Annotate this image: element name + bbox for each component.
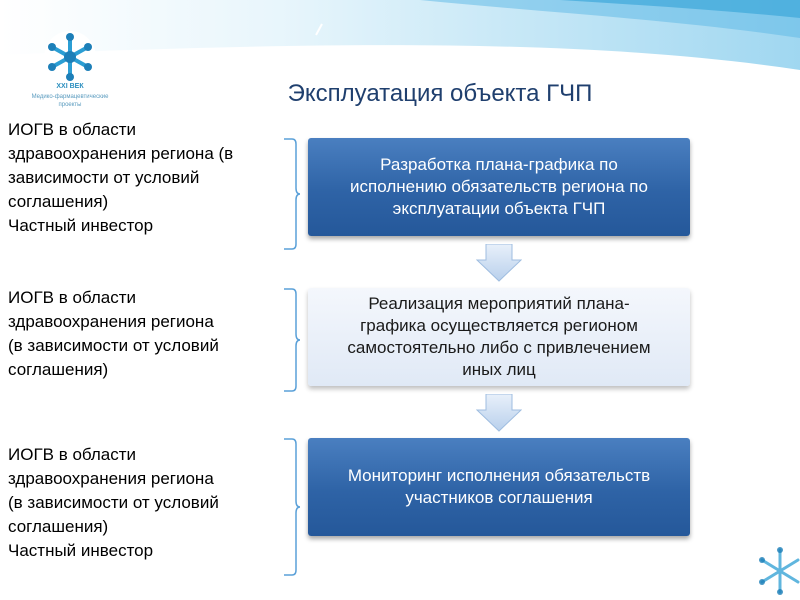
snowflake-decoration-icon [740,530,800,600]
stage-3-bracket [282,438,302,576]
logo-name [22,93,118,109]
participant-line: ИОГВ в области [8,288,137,307]
stage-1-action-box [308,138,690,236]
action-line: Разработка плана-графика по [380,155,618,174]
participant-line: соглашения) [8,360,109,379]
participant-line: (в зависимости от условий [8,336,219,355]
action-line: иных лиц [462,360,536,379]
participant-line: зависимости от условий [8,168,200,187]
stage-2-action-text [347,293,650,381]
stage-2-bracket [282,288,302,392]
participant-line: ИОГВ в области [8,120,137,139]
participant-line: здравоохранения региона [8,312,214,331]
participant-line: здравоохранения региона [8,469,214,488]
stage-3-participants [8,443,280,563]
action-line: исполнению обязательств региона по [350,177,648,196]
stage-3-action-text [348,465,650,509]
participant-line: ИОГВ в области [8,445,137,464]
action-line: Мониторинг исполнения обязательств [347,466,651,485]
logo-name-line: Медико-фармацевтические [31,94,109,100]
stage-1-action-text [350,154,648,220]
participant-line: соглашения) [8,192,109,211]
stage-2-participants [8,286,280,382]
participant-line: (в зависимости от условий [8,493,219,512]
down-arrow-icon [476,394,522,432]
stage-1-bracket [282,138,302,250]
action-line: участников соглашения [405,488,593,507]
action-line: самостоятельно либо с привлечением [347,338,651,357]
stage-2-action-box [308,288,690,386]
stage-1-participants [8,118,280,238]
logo-year: XXI ВЕК [56,83,84,90]
action-line: Реализация мероприятий плана- [368,294,630,313]
participant-line: соглашения) [8,517,109,536]
page-title: Эксплуатация объекта ГЧП [287,80,593,107]
down-arrow-icon [476,244,522,282]
snowflake-logo-icon [22,27,118,83]
action-line: эксплуатации объекта ГЧП [392,199,606,218]
stage-3-action-box [308,438,690,536]
participant-line: здравоохранения региона (в [8,144,234,163]
participant-line: Частный инвестор [8,541,154,560]
logo [22,27,118,112]
logo-name-line: проекты [58,102,82,108]
participant-line: Частный инвестор [8,216,154,235]
action-line: графика осуществляется регионом [360,316,638,335]
